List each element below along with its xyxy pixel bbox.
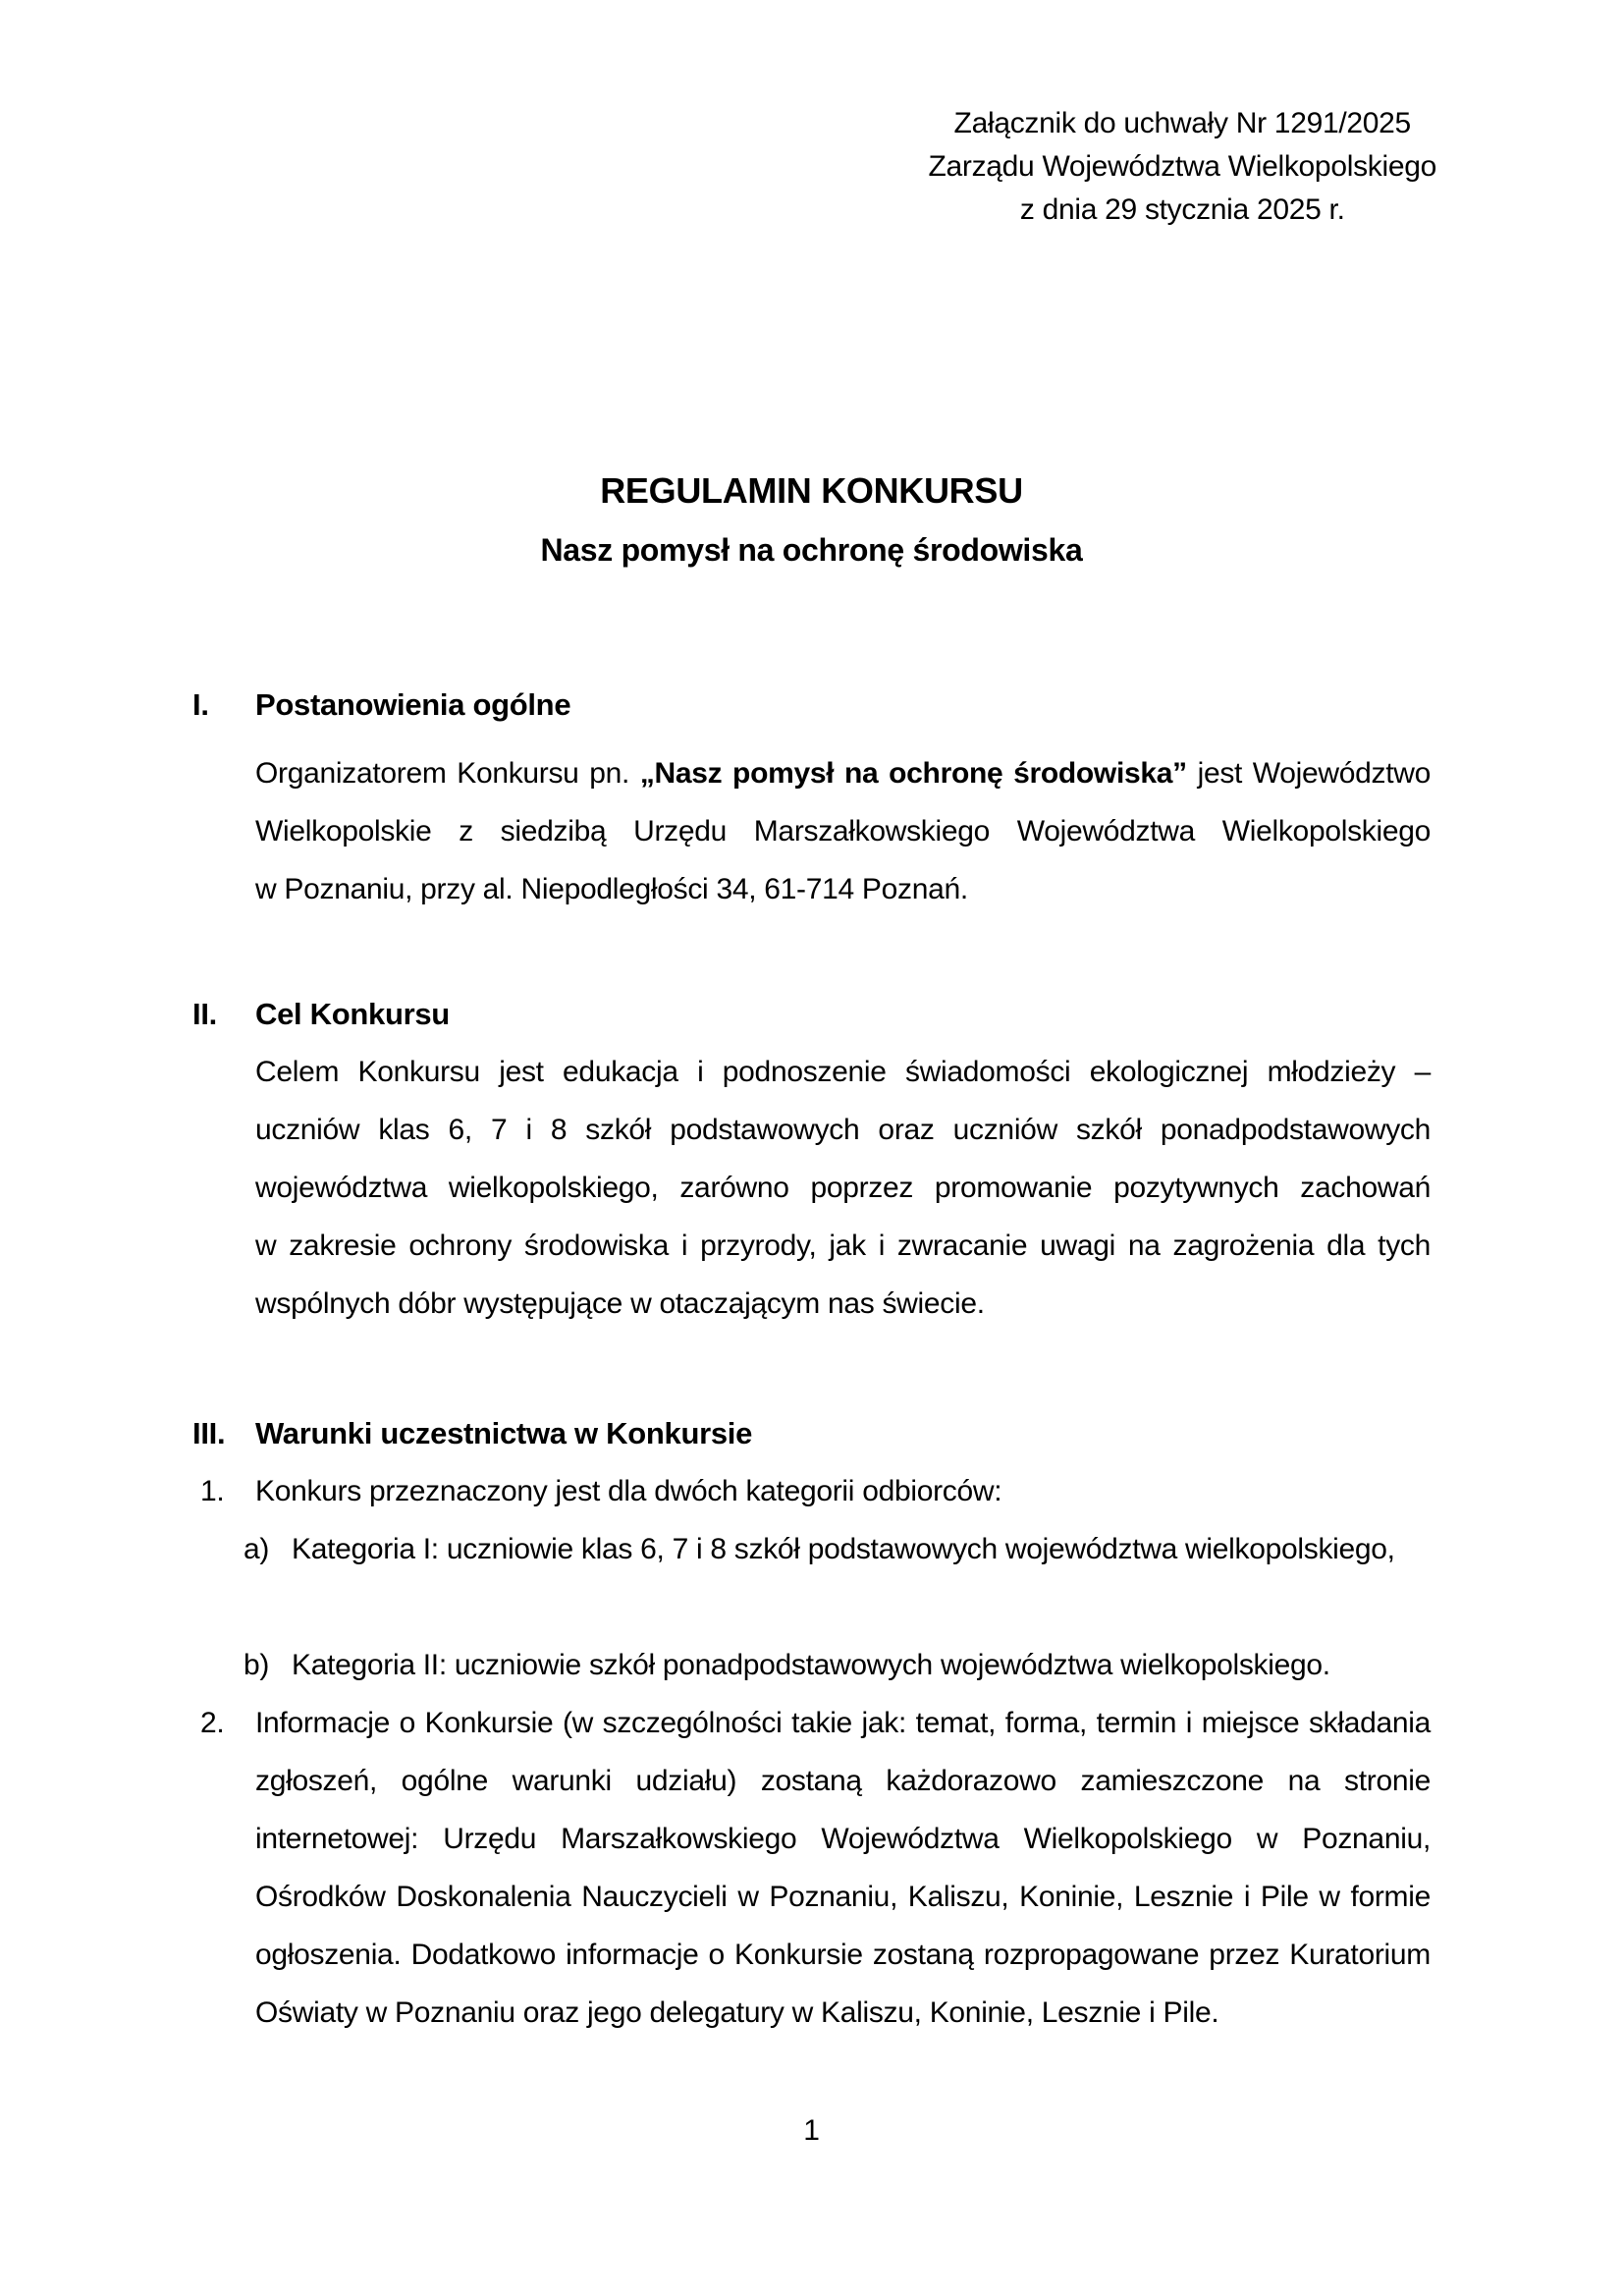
section-1-paragraph-bold-run: „Nasz pomysł na ochronę środowiska”: [639, 757, 1187, 790]
section-2-paragraph: Celem Konkursu jest edukacja i podnoszenie świadomości ekologicznej młodzieży – uczniów klas 6, 7 i 8 szkół podstawowych oraz uczniów szkół ponadpodstawowych województwa wielkopolskiego, zarówno poprzez promowanie pozytywnych zachowań w zakresie ochrony środowiska i przyrody, jak i zwracanie uwagi na zagrożenia dla tych wspólnych dóbr występujące w otaczającym nas świecie.: [255, 1056, 1431, 1320]
attachment-note-line-2: Zarządu Województwa Wielkopolskiego: [928, 150, 1436, 183]
section-1-paragraph: [192, 744, 1431, 918]
list-subitem-b: [192, 1636, 1431, 1694]
list-subitem-a-marker: a): [243, 1533, 270, 1565]
list-item-1: [192, 1462, 1431, 1520]
title-block: [0, 462, 1623, 579]
document-title: REGULAMIN KONKURSU: [600, 470, 1023, 511]
list-item-1-text: Konkurs przeznaczony jest dla dwóch kategorii odbiorców:: [255, 1475, 1002, 1507]
section-1-paragraph-run-2: jest Województwo Wielkopolskie z siedzibą Urzędu Marszałkowskiego Województwa Wielkopolskiego w Poznaniu, przy al. Niepodległości 34, 61-714 Poznań.: [255, 757, 1432, 905]
list-subitem-a: [192, 1520, 1431, 1578]
section-3-heading: [192, 1404, 1431, 1462]
section-2-heading-text: Cel Konkursu: [255, 997, 450, 1031]
list-subitem-b-text: Kategoria II: uczniowie szkół ponadpodstawowych województwa wielkopolskiego.: [292, 1649, 1330, 1681]
list-item-2: [192, 1694, 1431, 2042]
list-item-2-number: 2.: [200, 1707, 225, 1739]
section-3-heading-text: Warunki uczestnictwa w Konkursie: [255, 1416, 753, 1450]
section-1-heading: [192, 676, 1431, 734]
section-1-number: I.: [192, 687, 209, 722]
section-2-number: II.: [192, 997, 217, 1031]
attachment-note: [928, 102, 1436, 232]
section-3-number: III.: [192, 1416, 226, 1450]
section-1-paragraph-run-1: Organizatorem Konkursu pn.: [255, 757, 640, 790]
list-item-1-number: 1.: [200, 1475, 225, 1507]
list-item-2-text: Informacje o Konkursie (w szczególności takie jak: temat, forma, termin i miejsce składania zgłoszeń, ogólne warunki udziału) zostaną każdorazowo zamieszczone na stronie internetowej: Urzędu Marszałkowskiego Województwa Wielkopolskiego w Poznaniu, Ośrodków Doskonalenia Nauczycieli w Poznaniu, Kaliszu, Koninie, Lesznie i Pile w formie ogłoszenia. Dodatkowo informacje o Konkursie zostaną rozpropagowane przez Kuratorium Oświaty w Poznaniu oraz jego delegatury w Kaliszu, Koninie, Lesznie i Pile.: [255, 1707, 1431, 2029]
section-2-heading: [192, 985, 1431, 1043]
document-subtitle: Nasz pomysł na ochronę środowiska: [540, 532, 1083, 568]
attachment-note-line-3: z dnia 29 stycznia 2025 r.: [1019, 193, 1345, 226]
list-subitem-b-marker: b): [243, 1649, 270, 1681]
page-number: 1: [803, 2114, 820, 2147]
attachment-note-line-1: Załącznik do uchwały Nr 1291/2025: [953, 107, 1411, 139]
section-1-heading-text: Postanowienia ogólne: [255, 687, 571, 722]
list-subitem-a-text: Kategoria I: uczniowie klas 6, 7 i 8 szkół podstawowych województwa wielkopolskiego,: [292, 1533, 1395, 1565]
